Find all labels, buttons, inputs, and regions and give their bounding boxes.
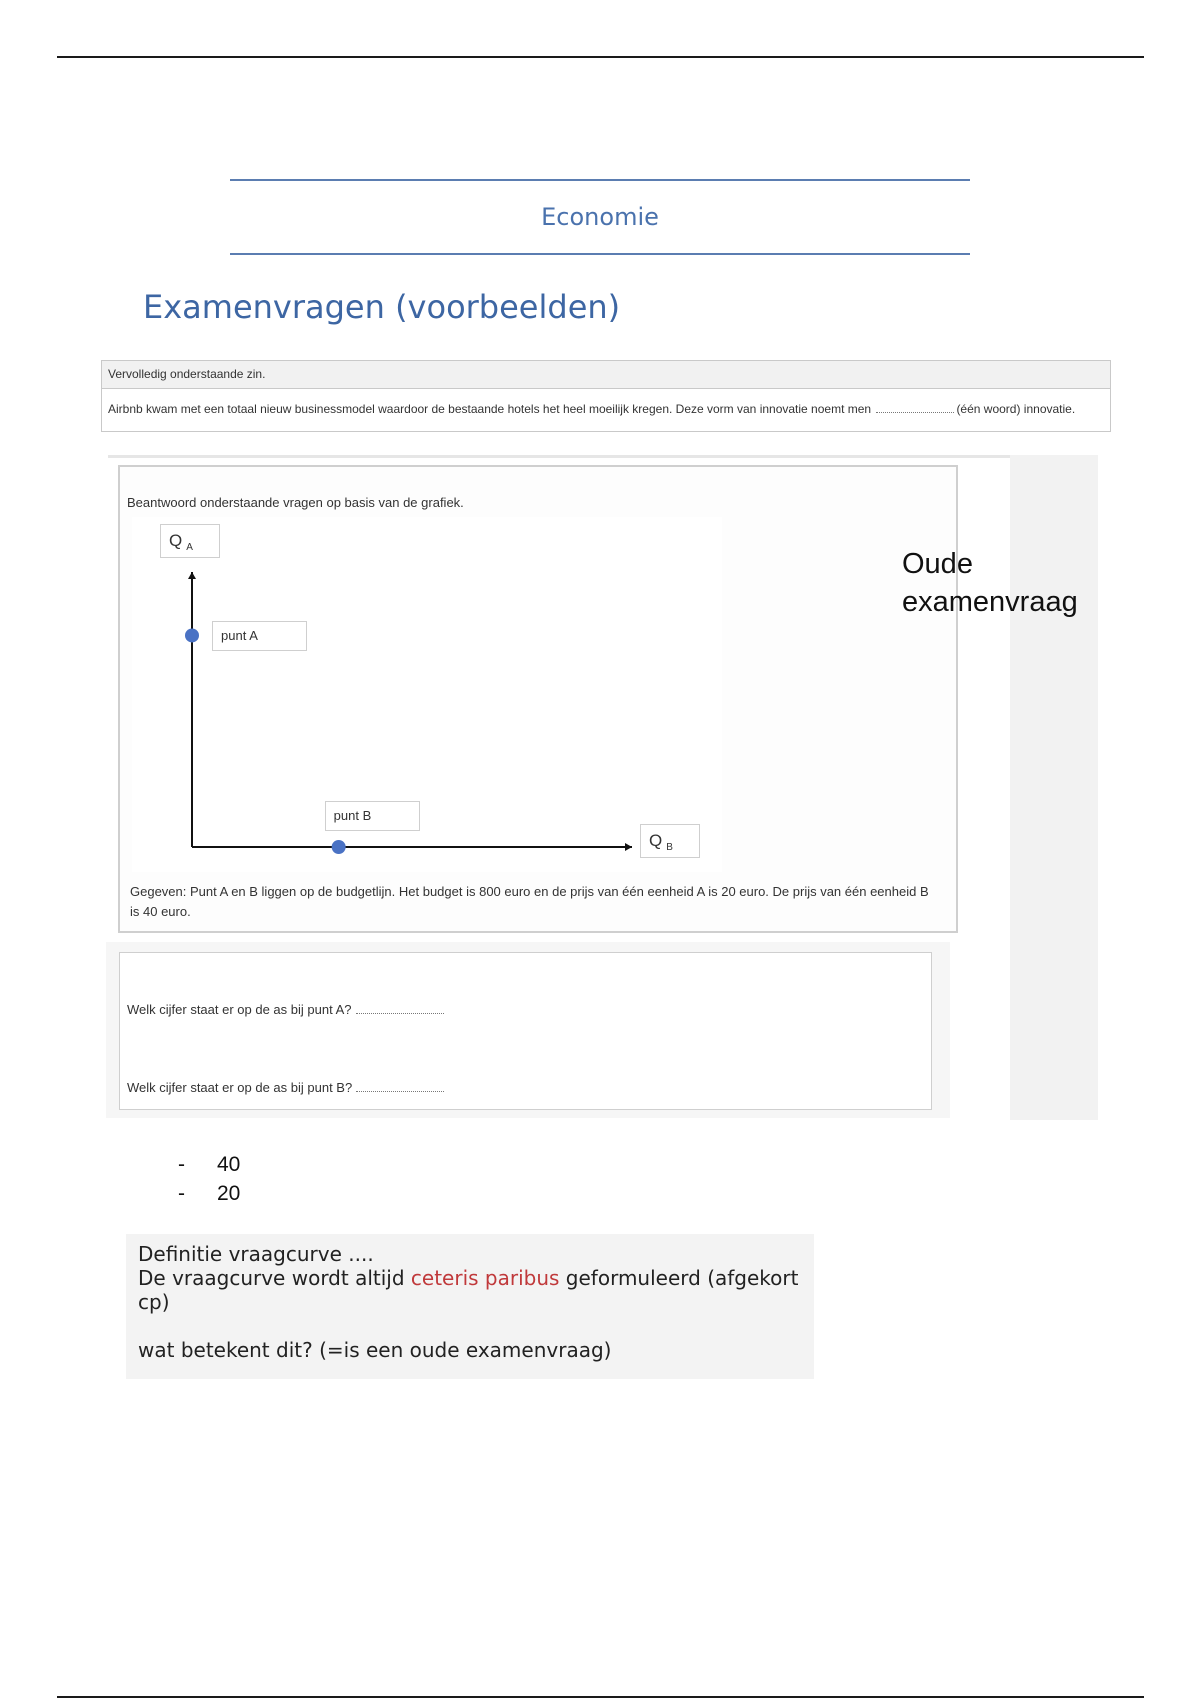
answer-value: 40 [217,1153,241,1176]
question-1-sentence [102,389,1110,429]
question-2-given: Gegeven: Punt A en B liggen op de budgetlijn. Het budget is 800 euro en de prijs van één eenheid A is 20 euro. De prijs van één eenheid B is 40 euro. [130,884,929,919]
sub-question-b-blank[interactable] [356,1079,444,1092]
sub-question-a-blank[interactable] [356,1001,444,1014]
old-exam-note [902,545,1078,621]
question-1-text-after: (één woord) innovatie. [956,402,1076,416]
old-exam-note-line1: Oude [902,548,973,580]
y-axis-label-subscript: A [186,541,193,553]
question-1-blank[interactable] [876,400,954,413]
divider [108,455,1010,458]
definition-highlight: ceteris paribus [410,1266,560,1290]
top-rule [57,56,1144,58]
chart-svg [132,517,722,872]
old-exam-note-line2: examenvraag [902,586,1078,618]
sub-question-b-text: Welk cijfer staat er op de as bij punt B? [127,1080,353,1095]
page-title: Examenvragen (voorbeelden) [143,288,621,326]
data-point-b [332,840,346,854]
question-1-instruction: Vervolledig onderstaande zin. [102,361,1110,389]
point-label-b: punt B [325,801,420,831]
answer-list [178,1150,240,1208]
y-axis-label-letter: Q [169,531,183,550]
y-axis-label [160,524,220,558]
data-point-a [185,628,199,642]
answer-dash: - [178,1153,185,1176]
question-2-instruction: Beantwoord onderstaande vragen op basis van de grafiek. [127,495,464,510]
definition-box [126,1234,814,1379]
sub-question-a [127,1001,444,1017]
definition-text-after: geformuleerd (afgekort cp) [138,1266,799,1314]
x-axis-label-subscript: B [666,841,673,853]
x-axis-label-letter: Q [649,831,663,850]
question-2-box [118,465,958,933]
answer-dash: - [178,1182,185,1205]
x-axis-label [640,824,700,858]
bottom-rule [57,1696,1144,1698]
definition-title: Definitie vraagcurve .... [138,1242,374,1266]
answer-item [178,1150,240,1179]
question-1-text-before: Airbnb kwam met een totaal nieuw businessmodel waardoor de bestaande hotels het heel moeilijk kregen. Deze vorm van innovatie noemt men [108,402,872,416]
subject-title: Economie [541,203,659,231]
budget-chart [132,517,722,872]
sub-question-b [127,1079,444,1095]
question-1-box [101,360,1111,432]
point-label-a: punt A [212,621,307,651]
sub-question-a-text: Welk cijfer staat er op de as bij punt A? [127,1002,352,1017]
definition-statement [138,1266,802,1314]
answer-value: 20 [217,1182,241,1205]
definition-text-before: De vraagcurve wordt altijd [138,1266,411,1290]
definition-question: wat betekent dit? (=is een oude examenvraag) [138,1338,612,1362]
x-axis-arrow [625,843,632,851]
answer-item [178,1179,240,1208]
y-axis-arrow [188,572,196,579]
sub-questions-box [119,952,932,1110]
subject-banner [230,179,970,255]
